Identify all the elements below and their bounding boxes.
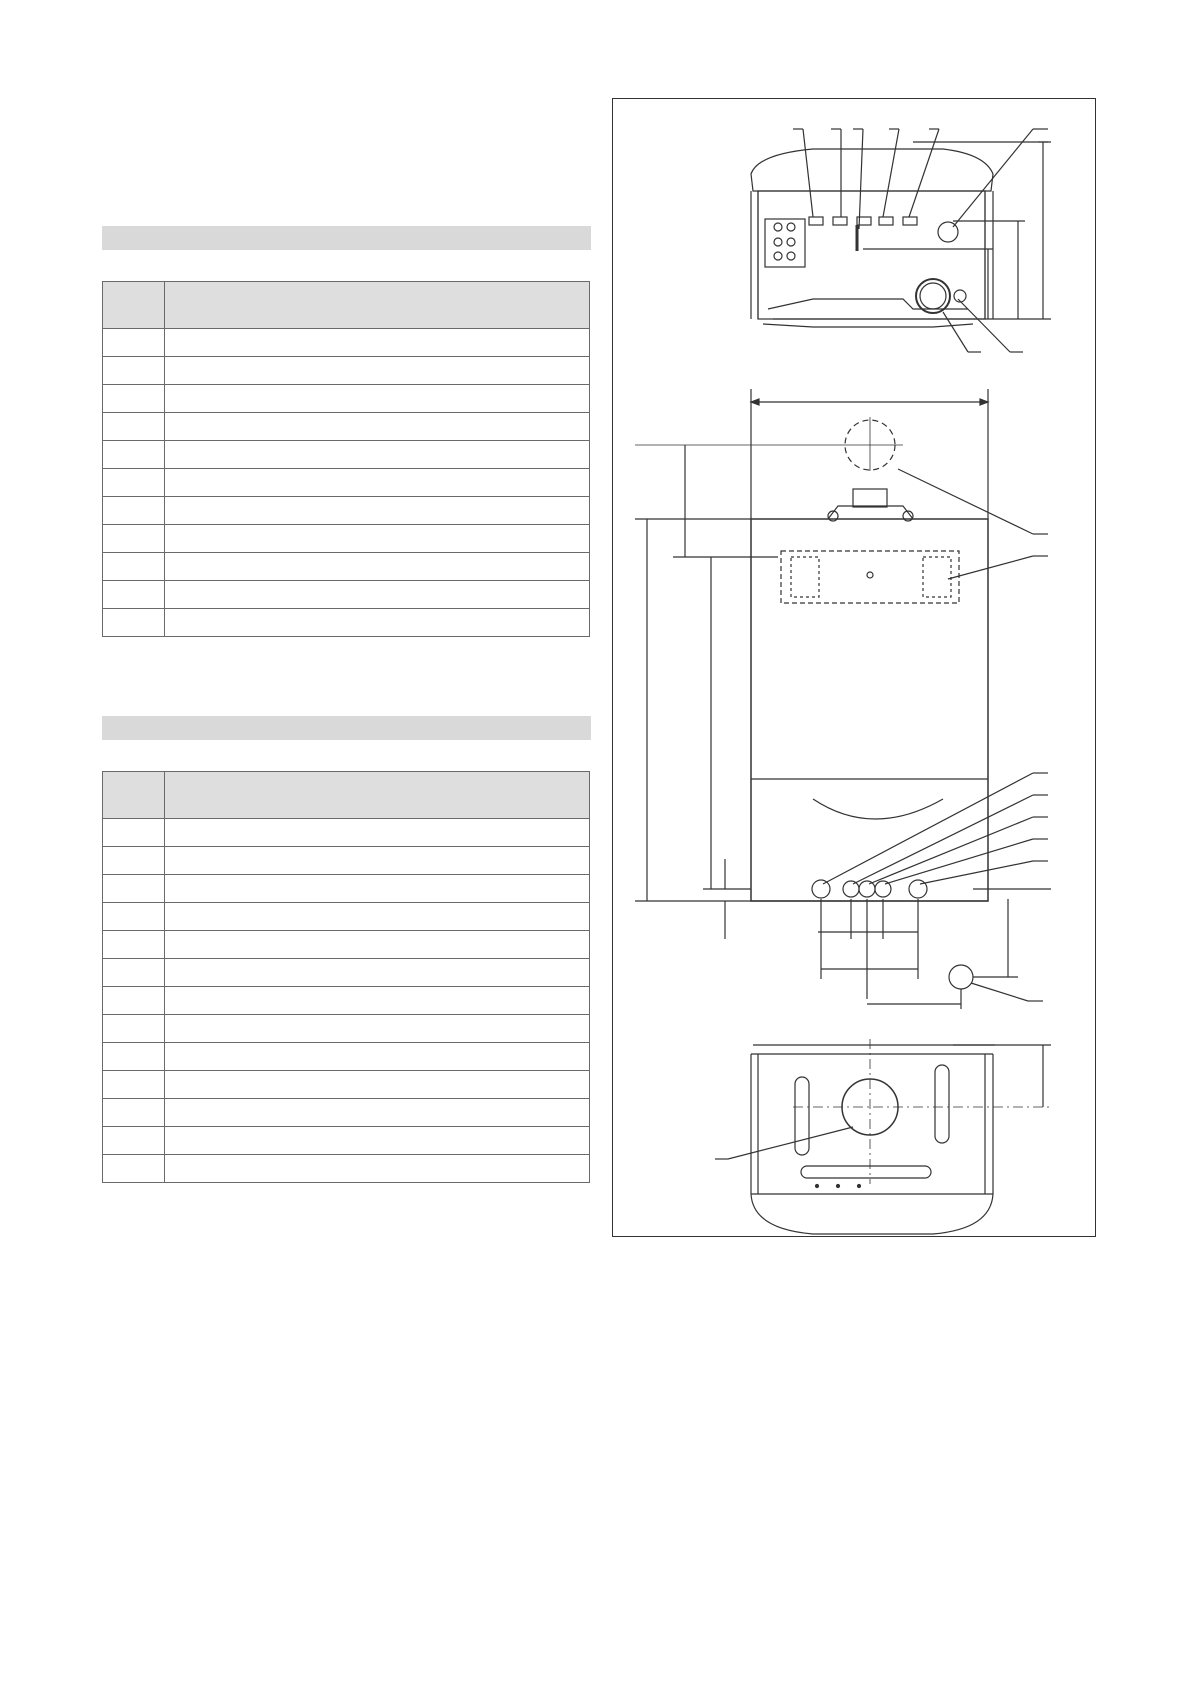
table-row: [103, 1015, 590, 1043]
table-cell: [165, 609, 590, 637]
table-cell: [103, 469, 165, 497]
column-header-1: [103, 772, 165, 819]
table-cell: [103, 1071, 165, 1099]
table-row: [103, 385, 590, 413]
table-cell: [103, 525, 165, 553]
spec-table-2: [102, 771, 590, 1183]
table-cell: [165, 497, 590, 525]
external-connection-circle: [949, 965, 973, 989]
table-row: [103, 581, 590, 609]
table-row: [103, 959, 590, 987]
table-row: [103, 525, 590, 553]
table-cell: [165, 1099, 590, 1127]
table-cell: [165, 441, 590, 469]
table-row: [103, 609, 590, 637]
table-cell: [165, 525, 590, 553]
table-cell: [165, 357, 590, 385]
table-cell: [165, 875, 590, 903]
spec-table-1: [102, 281, 590, 637]
table-row: [103, 987, 590, 1015]
boiler-dimension-drawing: [613, 99, 1097, 1238]
table-cell: [165, 819, 590, 847]
front-view: [635, 389, 1051, 1009]
table-cell: [165, 931, 590, 959]
table-cell: [103, 1043, 165, 1071]
bottom-view: [715, 1039, 1051, 1234]
section-1-title-bar: [102, 226, 591, 250]
table-cell: [103, 875, 165, 903]
table-row: [103, 1071, 590, 1099]
table-cell: [165, 1127, 590, 1155]
table-cell: [103, 609, 165, 637]
table-row: [103, 1127, 590, 1155]
table-row: [103, 413, 590, 441]
table-row: [103, 1155, 590, 1183]
table-cell: [165, 959, 590, 987]
table-cell: [103, 1099, 165, 1127]
table-header-row: [103, 282, 590, 329]
table-cell: [103, 1015, 165, 1043]
mounting-bracket-dashed: [781, 551, 959, 603]
table-cell: [103, 413, 165, 441]
table-cell: [165, 1155, 590, 1183]
table-cell: [103, 581, 165, 609]
table-cell: [165, 1015, 590, 1043]
table-row: [103, 553, 590, 581]
table-cell: [103, 497, 165, 525]
table-row: [103, 819, 590, 847]
connector-block: [765, 219, 805, 267]
table-cell: [103, 553, 165, 581]
table-row: [103, 441, 590, 469]
table-row: [103, 931, 590, 959]
dimension-drawing-frame: [612, 98, 1096, 1237]
table-cell: [103, 1127, 165, 1155]
top-view: [751, 129, 1051, 352]
section-2-title-bar: [102, 716, 591, 740]
table-cell: [103, 441, 165, 469]
table-cell: [165, 469, 590, 497]
table-cell: [103, 357, 165, 385]
table-cell: [165, 1043, 590, 1071]
table-cell: [103, 819, 165, 847]
table-row: [103, 357, 590, 385]
table-cell: [165, 413, 590, 441]
table-cell: [165, 1071, 590, 1099]
table-cell: [103, 847, 165, 875]
table-cell: [165, 847, 590, 875]
table-row: [103, 497, 590, 525]
table-cell: [165, 385, 590, 413]
table-cell: [165, 329, 590, 357]
table-row: [103, 1043, 590, 1071]
column-header-2: [165, 282, 590, 329]
table-row: [103, 1099, 590, 1127]
table-cell: [103, 931, 165, 959]
table-cell: [103, 987, 165, 1015]
column-header-2: [165, 772, 590, 819]
table-header-row: [103, 772, 590, 819]
table-row: [103, 875, 590, 903]
table-row: [103, 847, 590, 875]
table-row: [103, 329, 590, 357]
table-cell: [103, 959, 165, 987]
table-cell: [103, 1155, 165, 1183]
table-row: [103, 469, 590, 497]
table-cell: [165, 903, 590, 931]
table-cell: [103, 903, 165, 931]
table-cell: [165, 987, 590, 1015]
table-row: [103, 903, 590, 931]
column-header-1: [103, 282, 165, 329]
boiler-casing: [751, 519, 988, 901]
table-cell: [103, 385, 165, 413]
flue-outlet-circle: [916, 279, 950, 313]
table-cell: [165, 581, 590, 609]
table-cell: [165, 553, 590, 581]
table-cell: [103, 329, 165, 357]
